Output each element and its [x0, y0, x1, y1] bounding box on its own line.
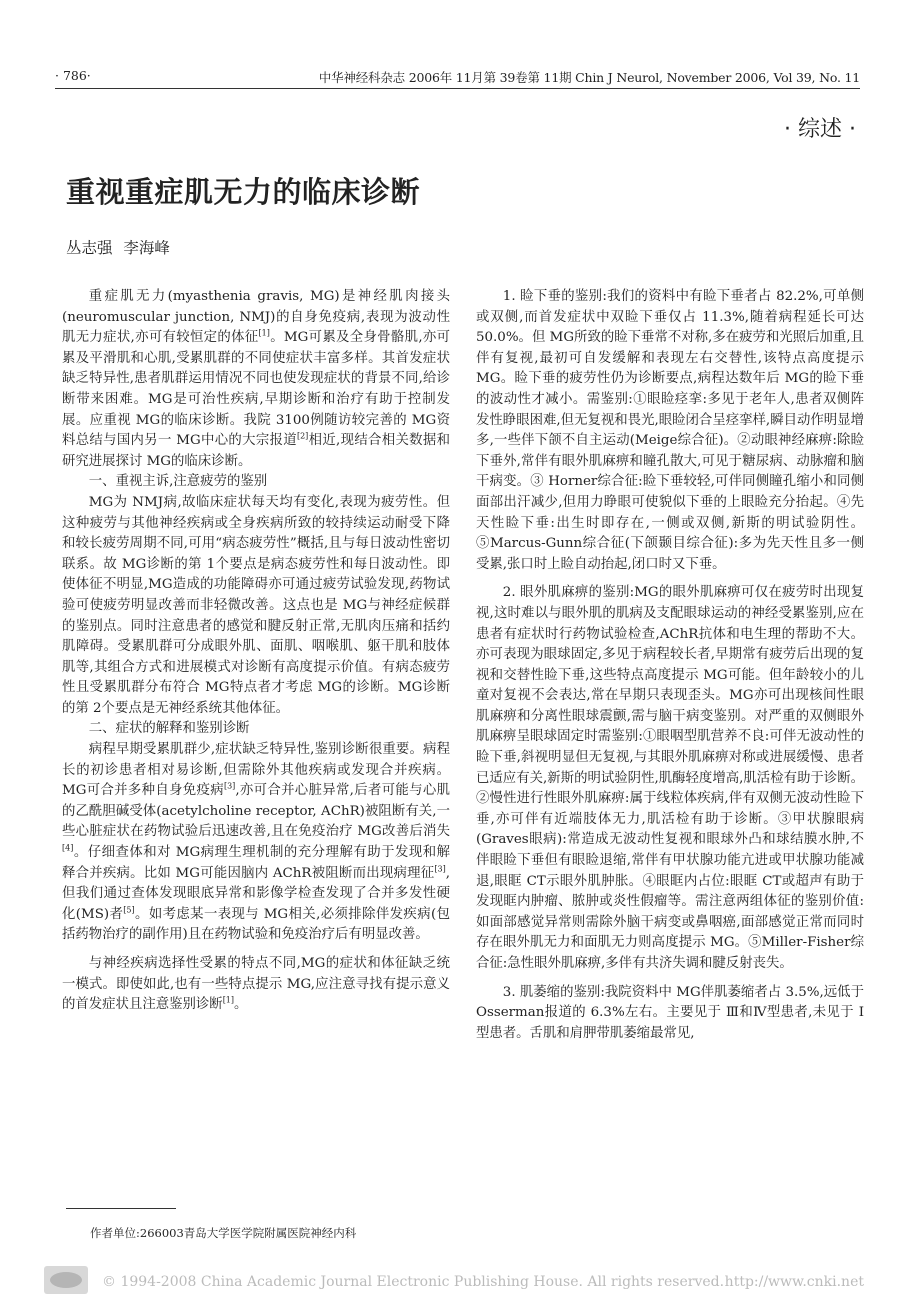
citation-ref[interactable]: [2] — [296, 431, 309, 441]
article-authors: 丛志强 李海峰 — [66, 239, 170, 257]
citation-ref[interactable]: [3] — [434, 864, 446, 874]
body-paragraph-ophthalmoplegia: 2. 眼外肌麻痹的鉴别:MG的眼外肌麻痹可仅在疲劳时出现复视,这时难以与眼外肌的肌病及支配眼球运动的神经受累鉴别,应在患者有症状时行药物试验检查,AChR抗体和电生理的帮助不大。亦可表现为眼球固定,多见于病程较长者,早期常有疲劳后出现的复视和交替性睑下垂,这些特点高度提示 MG可能。但年龄较小的儿童对复视不会表达,常在早期只表现歪头。MG亦可出现核间性眼肌麻痹和分离性眼球震颤,需与脑干病变鉴别。对严重的双侧眼外肌麻痹呈眼球固定时需鉴别:①眼咽型肌营养不良:可伴无波动性的睑下垂,斜视明显但无复视,与其眼外肌麻痹对称或进展缓慢、患者已适应有关,新斯的明试验阴性,肌酶轻度增高,肌活检有助于诊断。②慢性进行性眼外肌麻痹:属于线粒体疾病,伴有双侧无波动性睑下垂,亦可伴有近端肢体无力,肌活检有助于诊断。③甲状腺眼病(Graves眼病):常造成无波动性复视和眼球外凸和球结膜水肿,不伴眼睑下垂但有眼睑退缩,常伴有甲状腺功能亢进或甲状腺功能减退,眼眶 CT示眼外肌肿胀。④眼眶内占位:眼眶 CT或超声有助于发现眶内肿瘤、脓肿或炎性假瘤等。需注意两组体征的鉴别价值:如面部感觉异常则需除外脑干病变或鼻咽癌,面部感觉正常而同时存在眼外肌无力和面肌无力则高度提示 MG。⑤Miller-Fisher综合征:急性眼外肌麻痹,多伴有共济失调和腱反射丧失。 — [476, 585, 864, 971]
journal-citation: 中华神经科杂志 2006年 11月第 39卷第 11期 Chin J Neurol, November 2006, Vol 39, No. 11 — [318, 70, 860, 85]
right-column — [476, 287, 864, 1044]
body-paragraph-ptosis: 1. 睑下垂的鉴别:我们的资料中有睑下垂者占 82.2%,可单侧或双侧,而首发症状中双睑下垂仅占 11.3%,随着病程延长可达 50.0%。但 MG所致的睑下垂常不对称,多在疲劳和光照后加重,且伴有复视,最初可自发缓解和表现左右交替性,该特点高度提示 MG。睑下垂的疲劳性仍为诊断要点,病程达数年后 MG的睑下垂的波动性才减小。需鉴别:①眼睑痉挛:多见于老年人,患者双侧阵发性睁眼困难,但无复视和畏光,眼睑闭合呈痉挛样,瞬目动作明显增多,一些伴下颌不自主运动(Meige综合征)。②动眼神经麻痹:除睑下垂外,常伴有眼外肌麻痹和瞳孔散大,可见于糖尿病、动脉瘤和脑干病变。③ Horner综合征:睑下垂较轻,可伴同侧瞳孔缩小和同侧面部出汗减少,但用力睁眼可使貌似下垂的上眼睑充分抬起。④先天性睑下垂:出生时即存在,一侧或双侧,新斯的明试验阴性。⑤Marcus-Gunn综合征(下颌颞目综合征):多为先天性且多一侧受累,张口时上睑自动抬起,闭口时又下垂。 — [476, 289, 864, 572]
citation-ref[interactable]: [5] — [123, 905, 135, 915]
citation-ref[interactable]: [1] — [258, 328, 270, 338]
section-label: · 综述 · — [784, 117, 856, 142]
body-paragraph: 病程早期受累肌群少,症状缺乏特异性,鉴别诊断很重要。病程长的初诊患者相对易诊断,但需除外其他疾病或发现合并疾病。MG可合并多种自身免疫病[3],亦可合并心脏异常,后者可能与心肌的乙酰胆碱受体(acetylcholine receptor, AChR)被阻断有关,一些心脏症状在药物试验后迅速改善,且在免疫治疗 MG改善后消失[4]。仔细查体和对 MG病理生理机制的充分理解有助于发现和解释合并疾病。比如 MG可能因脑内 AChR被阻断而出现病理征[3],但我们通过查体发现眼底异常和影像学检查发现了合并多发性硬化(MS)者[5]。如考虑某一表现与 MG相关,必须排除伴发疾病(包括药物治疗的副作用)且在药物试验和免疫治疗后有明显改善。 — [62, 742, 450, 943]
copyright-text: © 1994-2008 China Academic Journal Electronic Publishing House. All rights reserved. — [102, 1274, 725, 1290]
left-column — [62, 287, 450, 1016]
cnki-logo-icon — [44, 1266, 88, 1294]
header-rule — [55, 88, 860, 89]
footnote-rule — [66, 1208, 176, 1209]
copyright-link[interactable]: http://www.cnki.net — [724, 1274, 864, 1290]
body-paragraph: MG为 NMJ病,故临床症状每天均有变化,表现为疲劳性。但这种疲劳与其他神经疾病或全身疾病所致的较持续运动耐受下降和较长疲劳周期不同,可用“病态疲劳性”概括,且与每日波动性密切联系。故 MG诊断的第 1个要点是病态疲劳性和每日波动性。即使体征不明显,MG造成的功能障碍亦可通过疲劳试验发现,药物试验可使疲劳明显改善而非轻微改善。这点也是 MG与神经症候群的鉴别点。同时注意患者的感觉和腱反射正常,无肌肉压痛和括约肌障碍。受累肌群可分成眼外肌、面肌、咽喉肌、躯干肌和肢体肌等,其组合方式和进展模式对诊断有高度提示价值。有病态疲劳性且受累肌群分布符合 MG特点者才考虑 MG的诊断。MG诊断的第 2个要点是无神经系统其他体征。 — [62, 494, 450, 716]
section-heading-2: 二、症状的解释和鉴别诊断 — [88, 721, 250, 737]
citation-ref[interactable]: [3] — [223, 781, 236, 791]
running-header — [55, 68, 860, 86]
copyright-bar — [0, 1258, 920, 1306]
author-affiliation: 作者单位:266003青岛大学医学院附属医院神经内科 — [90, 1226, 357, 1240]
citation-ref[interactable]: [4] — [62, 843, 74, 853]
body-paragraph-atrophy: 3. 肌萎缩的鉴别:我院资料中 MG伴肌萎缩者占 3.5%,远低于 Osserman报道的 6.3%左右。主要见于 Ⅲ和Ⅳ型患者,未见于 Ⅰ型患者。舌肌和肩胛带肌萎缩最常见, — [476, 984, 864, 1041]
article-title: 重视重症肌无力的临床诊断 — [66, 175, 421, 209]
body-paragraph: 与神经疾病选择性受累的特点不同,MG的症状和体征缺乏统一模式。即使如此,也有一些特点提示 MG,应注意寻找有提示意义的首发症状且注意鉴别诊断[1]。 — [62, 956, 450, 1013]
intro-paragraph: 重症肌无力(myasthenia gravis, MG)是神经肌肉接头(neuromuscular junction, NMJ)的自身免疫病,表现为波动性肌无力症状,亦可有较恒定的体征[1]。MG可累及全身骨骼肌,亦可累及平滑肌和心肌,受累肌群的不同使症状丰富多样。其首发症状缺乏特异性,患者肌群运用情况不同也使发现症状的背景不同,给诊断带来困难。MG是可治性疾病,早期诊断和治疗有助于控制发展。应重视 MG的临床诊断。我院 3100例随访较完善的 MG资料总结与国内另一 MG中心的大宗报道[2]相近,现结合相关数据和研究进展探讨 MG的临床诊断。 — [62, 289, 450, 469]
section-heading-1: 一、重视主诉,注意疲劳的鉴别 — [88, 474, 268, 490]
page-number: · 786· — [55, 68, 91, 83]
citation-ref[interactable]: [1] — [222, 995, 235, 1005]
